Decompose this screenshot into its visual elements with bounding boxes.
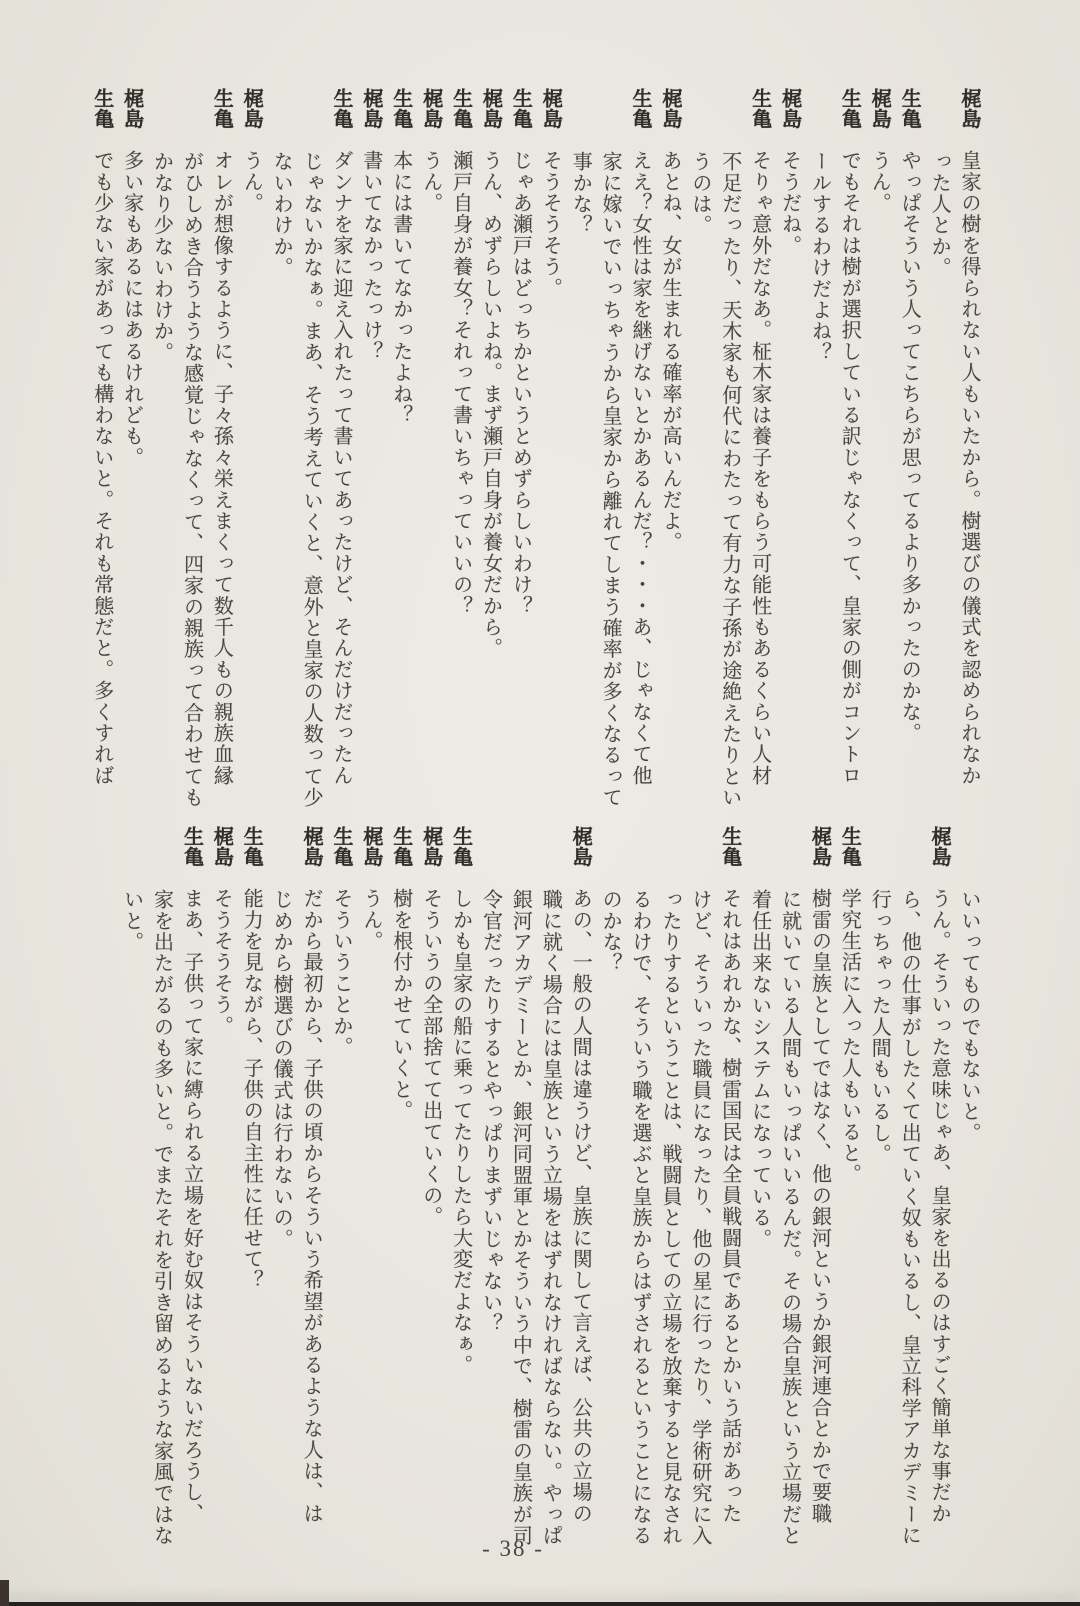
dialogue-text: かなり少ないわけか。 [150, 151, 175, 363]
dialogue-text: うん。そういった意味じゃあ、皇家を出るのはすごく簡単な事だか [928, 888, 953, 1525]
dialogue-line [147, 826, 177, 1547]
dialogue-text: 職に就く場合には皇族という立場をはずれなければならない。やっぱ [539, 889, 564, 1547]
dialogue-line [864, 88, 894, 800]
dialogue-text: そうそうそう。 [539, 150, 564, 299]
speaker-label: 梶島 [359, 88, 384, 129]
dialogue-line [117, 826, 147, 1538]
speaker-label: 梶島 [419, 826, 444, 867]
speaker-label: 生亀 [389, 88, 414, 129]
speaker-label: 梶島 [569, 826, 594, 867]
speaker-label: 梶島 [479, 88, 504, 129]
dialogue-line [117, 88, 147, 800]
dialogue-line [506, 88, 536, 800]
dialogue-line [745, 826, 775, 1538]
scan-corner-mark [0, 1580, 9, 1606]
dialogue-text: でも少ない家があっても構わないと。それも常態だと。多くすれば [90, 150, 115, 787]
dialogue-line [535, 88, 565, 800]
speaker-label: 梶島 [808, 826, 833, 867]
dialogue-text: うん。 [868, 150, 893, 214]
dialogue-line [177, 826, 207, 1538]
dialogue-line [805, 88, 835, 800]
dialogue-text: まあ、子供って家に縛られる立場を好む奴はそういないだろうし、 [180, 888, 205, 1525]
speaker-label: 梶島 [419, 88, 444, 129]
dialogue-line [206, 826, 236, 1538]
scan-edge-shadow [0, 1602, 1080, 1606]
dialogue-line [236, 88, 266, 800]
dialogue-line [894, 826, 924, 1547]
dialogue-text: 事かな？ [569, 151, 594, 236]
dialogue-line [565, 88, 595, 800]
dialogue-text: でもそれは樹が選択している訳じゃなくって、皇家の側がコントロ [838, 150, 863, 787]
dialogue-text: 皇家の樹を得られない人もいたから。樹選びの儀式を認められなか [958, 150, 982, 787]
dialogue-text: そういうことか。 [329, 888, 354, 1058]
dialogue-text: 不足だったり、天木家も何代にわたって有力な子孫が途絶えたりとい [718, 151, 743, 809]
dialogue-text: 行っちゃった人間もいるし。 [868, 889, 893, 1165]
dialogue-line [864, 826, 894, 1538]
speaker-label: 生亀 [718, 826, 743, 867]
dialogue-text: じゃないかなぁ。まあ、そう考えていくと、意外と皇家の人数って少 [300, 151, 325, 809]
speaker-label: 梶島 [868, 88, 893, 129]
dialogue-text: やっぱそういう人ってこちらが思ってるより多かったのかな。 [898, 150, 923, 744]
dialogue-text: うん、めずらしいよね。まず瀬戸自身が養女だから。 [479, 150, 504, 659]
dialogue-line [894, 88, 924, 800]
dialogue-text: そういうの全部捨てて出ていくの。 [419, 888, 444, 1228]
dialogue-line [924, 826, 954, 1538]
speaker-label: 生亀 [329, 88, 354, 129]
dialogue-line [356, 88, 386, 800]
dialogue-line [326, 826, 356, 1538]
dialogue-line [595, 88, 625, 809]
speaker-label: 梶島 [359, 826, 384, 867]
dialogue-text: がひしめき合うような感覚じゃなくって、四家の親族って合わせても [180, 151, 205, 809]
speaker-label: 生亀 [629, 88, 654, 129]
dialogue-line [386, 88, 416, 800]
speaker-label: 生亀 [210, 88, 235, 129]
dialogue-line [416, 88, 446, 800]
dialogue-line [595, 826, 625, 1538]
speaker-label: 梶島 [210, 826, 235, 867]
dialogue-text: 多い家もあるにはあるけれども。 [120, 150, 145, 469]
dialogue-line [715, 88, 745, 809]
dialogue-text: しかも皇家の船に乗ってたりしたら大変だよなぁ。 [449, 888, 474, 1376]
dialogue-text: ないわけか。 [270, 151, 295, 279]
dialogue-line [805, 826, 835, 1538]
dialogue-line [386, 826, 416, 1538]
dialogue-text: 本には書いてなかったよね？ [389, 150, 414, 426]
dialogue-line [775, 826, 805, 1547]
dialogue-line [236, 826, 266, 1538]
dialogue-text: うん。 [419, 150, 444, 214]
dialogue-text: いいってものでもないと。 [958, 889, 982, 1144]
dialogue-line [745, 88, 775, 800]
dialogue-line [416, 826, 446, 1538]
dialogue-text: 家に嫁いでいっちゃうから皇家から離れてしまう確率が多くなるって [599, 151, 624, 809]
dialogue-line [476, 88, 506, 800]
dialogue-line [446, 88, 476, 800]
dialogue-section-bottom [117, 826, 984, 1547]
dialogue-line [266, 826, 296, 1538]
speaker-label: 生亀 [329, 826, 354, 867]
dialogue-line [296, 88, 326, 809]
dialogue-line [655, 88, 685, 800]
dialogue-line [356, 826, 386, 1538]
dialogue-text: あの、一般の人間は違うけど、皇族に関して言えば、公共の立場の [569, 888, 594, 1525]
speaker-label: 梶島 [778, 88, 803, 129]
dialogue-text: 樹を根付かせていくと。 [389, 888, 414, 1122]
dialogue-text: 家を出たがるのも多いと。でまたそれを引き留めるような家風ではな [150, 889, 175, 1547]
dialogue-text: だから最初から、子供の頃からそういう希望があるような人は、は [300, 888, 325, 1525]
dialogue-text: いと。 [120, 889, 145, 953]
speaker-label: 梶島 [658, 88, 683, 129]
dialogue-text: ったりするということは、戦闘員としての立場を放棄すると見なされ [658, 889, 683, 1547]
dialogue-text: そうだね。 [778, 150, 803, 257]
dialogue-text: オレが想像するように、子々孫々栄えまくって数千人もの親族血縁 [210, 150, 235, 787]
speaker-label: 生亀 [389, 826, 414, 867]
speaker-label: 生亀 [838, 826, 863, 867]
page-number: - 38 - [482, 1536, 544, 1561]
speaker-label: 梶島 [928, 826, 953, 867]
speaker-label: 生亀 [509, 88, 534, 129]
dialogue-text: のかな？ [599, 889, 624, 974]
speaker-label: 生亀 [449, 826, 474, 867]
dialogue-text: うん。 [240, 150, 265, 214]
dialogue-text: じゃあ瀬戸はどっちかというとめずらしいわけ？ [509, 150, 534, 617]
dialogue-text: そりゃ意外だなあ。柾木家は養子をもらう可能性もあるくらい人材 [748, 150, 773, 787]
speaker-label: 梶島 [539, 88, 564, 129]
dialogue-line [177, 88, 207, 809]
dialogue-line [715, 826, 745, 1538]
speaker-label: 梶島 [958, 88, 982, 129]
dialogue-line [326, 88, 356, 800]
dialogue-line [924, 88, 954, 800]
dialogue-line [476, 826, 506, 1538]
dialogue-text: るわけで、そういう職を選ぶと皇族からはずされるということになる [629, 889, 654, 1547]
speaker-label: 梶島 [300, 826, 325, 867]
dialogue-line [954, 826, 984, 1538]
dialogue-line [775, 88, 805, 800]
dialogue-line [655, 826, 685, 1547]
dialogue-line [87, 88, 117, 800]
dialogue-text: 瀬戸自身が養女？それって書いちゃっていいの？ [449, 150, 474, 617]
dialogue-text: 銀河アカデミーとか、銀河同盟軍とかそういう中で、樹雷の皇族が司 [509, 889, 534, 1547]
dialogue-line [685, 826, 715, 1547]
speaker-label: 生亀 [838, 88, 863, 129]
speaker-label: 梶島 [120, 88, 145, 129]
dialogue-text: うん。 [359, 888, 384, 952]
speaker-label: 生亀 [449, 88, 474, 129]
speaker-label: 生亀 [898, 88, 923, 129]
dialogue-text: それはあれかな、樹雷国民は全員戦闘員であるとかいう話があった [718, 888, 743, 1525]
dialogue-text: 学究生活に入った人もいると。 [838, 888, 863, 1185]
dialogue-line [535, 826, 565, 1547]
dialogue-line [834, 88, 864, 800]
dialogue-text: った人とか。 [928, 151, 953, 279]
dialogue-text: 能力を見ながら、子供の自主性に任せて？ [240, 888, 265, 1291]
dialogue-text: そうそうそう。 [210, 888, 235, 1037]
dialogue-line [446, 826, 476, 1538]
speaker-label: 生亀 [240, 826, 265, 867]
dialogue-line [506, 826, 536, 1547]
speaker-label: 生亀 [90, 88, 115, 129]
dialogue-text: 令官だったりするとやっぱりまずいじゃない？ [479, 889, 504, 1335]
dialogue-line [954, 88, 984, 800]
dialogue-text: あとね、女が生まれる確率が高いんだよ。 [658, 150, 683, 553]
dialogue-text: に就いている人間もいっぱいいるんだ。その場合皇族という立場だと [778, 889, 803, 1547]
speaker-label: 生亀 [748, 88, 773, 129]
dialogue-line [625, 826, 655, 1547]
speaker-label: 梶島 [240, 88, 265, 129]
dialogue-text: じめから樹選びの儀式は行わないの。 [270, 889, 295, 1250]
dialogue-line [147, 88, 177, 800]
speaker-label: 生亀 [180, 826, 205, 867]
dialogue-section-top [87, 88, 984, 809]
dialogue-line [296, 826, 326, 1538]
dialogue-text: ダンナを家に迎え入れたって書いてあったけど、そんだけだったん [329, 150, 354, 787]
dialogue-text: ールするわけだよね？ [808, 151, 833, 363]
dialogue-text: ら、他の仕事がしたくて出ていく奴もいるし、皇立科学アカデミーに [898, 889, 923, 1547]
dialogue-line [206, 88, 236, 800]
dialogue-text: 着任出来ないシステムになっている。 [748, 889, 773, 1250]
dialogue-text: けど、そういった職員になったり、他の星に行ったり、学術研究に入 [688, 889, 713, 1547]
dialogue-text: 書いてなかったっけ？ [359, 150, 384, 363]
dialogue-line [266, 88, 296, 800]
dialogue-line [834, 826, 864, 1538]
dialogue-line [565, 826, 595, 1538]
dialogue-text: ええ？女性は家を継げないとかあるんだ？・・・あ、じゃなくて他 [629, 150, 654, 787]
dialogue-text: うのは。 [688, 151, 713, 236]
dialogue-text: 樹雷の皇族としてではなく、他の銀河というか銀河連合とかで要職 [808, 888, 833, 1525]
dialogue-line [625, 88, 655, 800]
dialogue-line [685, 88, 715, 800]
